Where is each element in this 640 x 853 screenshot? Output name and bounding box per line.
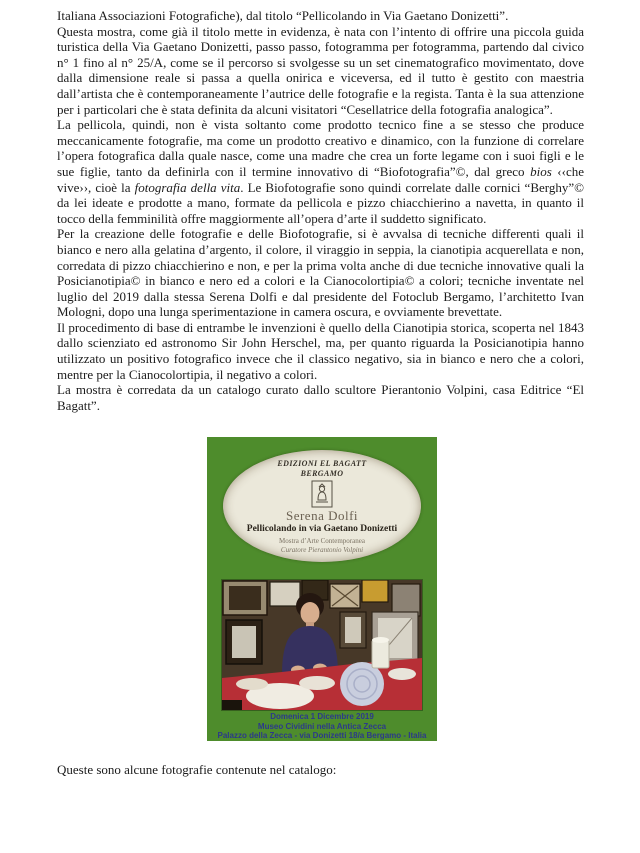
book-cover-image xyxy=(207,437,437,741)
closing-line: Queste sono alcune fotografie contenute nel catalogo: xyxy=(57,762,337,777)
cover-subtitle: Mostra d’Arte Contemporanea xyxy=(279,537,365,545)
catalog-photo xyxy=(222,580,422,710)
cover-curator-line: Curatore Pierantonio Volpini xyxy=(280,545,364,554)
cover-title: Pellicolando in via Gaetano Donizetti xyxy=(246,524,398,534)
article-text-block xyxy=(57,8,584,413)
paragraph: Questa mostra, come già il titolo mette in evidenza, è nata con l’intento di offrire una piccola guida turistica della Via Gaetano Donizetti, passo passo, fotogramma per fotogramma, partendo dal civico n° 1 fino al n° 25/A, come se il percorso si svolgesse su un set cinematografico movimentato, dove dalla dimensione reale si passa a quella onirica e viceversa, ed il tutto è gestito con maestria dall’artista che è contemporaneamente l’autrice delle fotografie e la regista. Tanta è la sua attenzione per i particolari che è stata definita da alcuni visitatori “Cesellatrice della fotografia analogica”. xyxy=(57,23,584,117)
event-info xyxy=(207,712,437,741)
publisher-name: EDIZIONI EL BAGATT xyxy=(277,459,367,468)
paragraph: Per la creazione delle fotografie e delle Biofotografie, si è avvalsa di tecniche differenti quali il bianco e nero alla gelatina d’argento, il colore, il viraggio in seppia, la cianotipia acquerellata e non, corredata di pizzo chiacchierino e non, e per la prima volta anche di due tecniche innovative quali la Posicianotipia© in bianco e nero ed a colori e la Cianocolortipia© a colori; tecniche inventate nel luglio del 2019 dalla stessa Serena Dolfi e dal presidente del Fotoclub Bergamo, l’architetto Ivan Mologni, dopo una lunga sperimentazione in camera oscura, e ovviamente brevettate. xyxy=(57,226,584,320)
publisher-city: BERGAMO xyxy=(300,468,344,478)
paragraph: Il procedimento di base di entrambe le invenzioni è quello della Cianotipia storica, scoperta nel 1843 dallo scienziato ed astronomo Sir John Herschel, ma, per quanto riguarda la Posicianotipia hanno utilizzato un positivo fotografico invece che il classico negativo, sia in bianco e nero che a colori, mentre per la Cianocolortipia, il negativo a colori. xyxy=(57,319,584,382)
publisher-emblem-icon xyxy=(311,480,333,508)
paragraph: La pellicola, quindi, non è vista soltanto come prodotto tecnico fine a se stesso che produce meccanicamente fotografie, ma come un prodotto creativo e dinamico, con la funzione di correlare l’opera fotografica dalla quale nasce, come una madre che crea un forte legame con i suoi figli e le sue figlie, tanto da definirla con il termine innovativo di “Biofotografia”©, dal greco bios ‹‹che vive››, cioè la fotografia della vita. Le Biofotografie sono quindi correlate dalle cornici “Berghy”© da lei ideate e prodotte a mano, formate da pellicola e pizzo chiacchierino a navetta, in quanto il tocco della femminilità offre maggiormente all’opera d’arte il suddetto significato. xyxy=(57,117,584,226)
paragraph: Italiana Associazioni Fotografiche), dal titolo “Pellicolando in Via Gaetano Donizetti”. xyxy=(57,8,509,23)
event-date: Domenica 1 Dicembre 2019 xyxy=(270,712,374,721)
photo-illustration xyxy=(222,580,422,710)
cover-author: Serena Dolfi xyxy=(285,508,359,523)
event-venue: Museo Cividini nella Antica Zecca xyxy=(257,721,387,731)
paragraph: La mostra è corredata da un catalogo curato dallo scultore Pierantonio Volpini, casa Editrice “El Bagatt”. xyxy=(57,382,584,413)
event-address: Palazzo della Zecca - via Donizetti 18/a Bergamo - Italia xyxy=(217,731,427,740)
cover-oval-panel xyxy=(223,450,421,562)
